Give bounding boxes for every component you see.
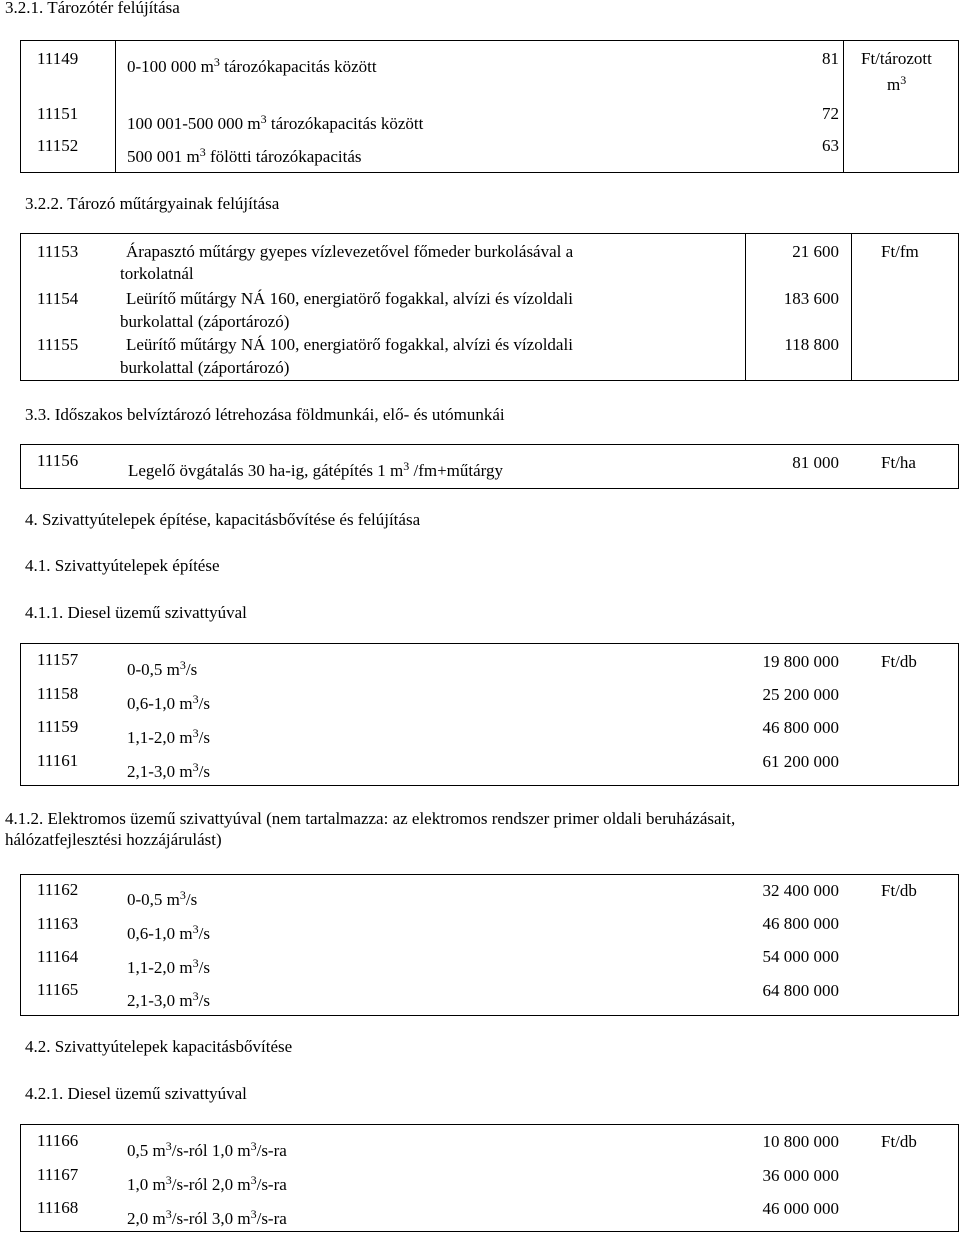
- table-temporary-reservoir: [20, 444, 959, 489]
- table-row-price: 32 400 000: [762, 881, 839, 900]
- heading-4: 4. Szivattyútelepek építése, kapacitásbővítése és felújítása: [25, 510, 421, 529]
- table-row-price: 61 200 000: [762, 752, 839, 771]
- table-row-desc: 1,1-2,0 $m^3/s$: [127, 726, 210, 747]
- table-row-desc: burkolattal (záportározó): [120, 358, 290, 377]
- table-row-code: 11155: [37, 335, 79, 354]
- table-row-price: 46 000 000: [762, 1199, 839, 1218]
- table-row-desc: 0,6-1,0 $m^3/s$: [127, 922, 210, 943]
- table-row-code: 11153: [37, 242, 79, 261]
- table-row-desc: 1,0 $m^3/s$-ról 2,0 $m^3/s-ra$: [127, 1173, 287, 1194]
- heading-4-1: 4.1. Szivattyútelepek építése: [25, 556, 220, 575]
- table-row-desc: Árapasztó műtárgy gyepes vízlevezetővel főmeder burkolásával a: [126, 242, 574, 261]
- heading-4-1-2: 4.1.2. Elektromos üzemű szivattyúval (nem tartalmazza: az elektromos rendszer primer oldali beruházásait,: [5, 809, 736, 828]
- table-row-code: 11164: [37, 947, 79, 966]
- table-row-price: 81: [822, 49, 839, 68]
- table-capacity-expansion: [20, 1124, 959, 1232]
- heading-4-1-2-continued: hálózatfejlesztési hozzájárulást): [5, 830, 222, 849]
- table-row-code: 11152: [37, 136, 79, 155]
- unit-label: Ft/tározott: [861, 49, 932, 68]
- table-row-desc: Legelő övgátalás 30 ha-ig, gátépítés 1 $m^3$ /fm+műtárgy: [128, 459, 504, 480]
- table-row-desc: 500 001 $m^3$ fölötti tározókapacitás: [127, 145, 362, 166]
- table-row-code: 11158: [37, 684, 79, 703]
- table-row-code: 11156: [37, 451, 79, 470]
- table-row-code: 11151: [37, 104, 79, 123]
- table-row-code: 11162: [37, 880, 79, 899]
- table-row-price: 54 000 000: [762, 947, 839, 966]
- unit-label: $m^3$: [887, 73, 907, 94]
- table-row-price: 46 800 000: [762, 914, 839, 933]
- table-row-code: 11163: [37, 914, 79, 933]
- heading-4-2: 4.2. Szivattyútelepek kapacitásbővítése: [25, 1037, 293, 1056]
- table-row-price: 72: [822, 104, 839, 123]
- table-row-code: 11154: [37, 289, 79, 308]
- table-diesel-pump-stations: [20, 643, 959, 786]
- unit-label: Ft/ha: [881, 453, 916, 472]
- table-reservoir-structures: [20, 233, 959, 381]
- unit-label: Ft/db: [881, 1132, 917, 1151]
- table-row-desc: 100 001-500 000 $m^3$ tározókapacitás között: [127, 112, 424, 133]
- table-row-price: 19 800 000: [762, 652, 839, 671]
- table-row-price: 183 600: [783, 289, 839, 308]
- table-row-desc: Leürítő műtárgy NÁ 100, energiatörő fogakkal, alvízi és vízoldali: [126, 335, 573, 354]
- table-row-code: 11157: [37, 650, 79, 669]
- unit-label: Ft/db: [881, 652, 917, 671]
- table-row-code: 11161: [37, 751, 79, 770]
- table-row-desc: 0,5 $m^3/s$-ról 1,0 $m^3/s-ra$: [127, 1139, 287, 1160]
- table-row-price: 10 800 000: [762, 1132, 839, 1151]
- table-row-price: 46 800 000: [762, 718, 839, 737]
- table-row-desc: 2,1-3,0 $m^3/s$: [127, 989, 210, 1010]
- table-row-desc: 2,1-3,0 $m^3/s$: [127, 760, 210, 781]
- table-row-price: 25 200 000: [762, 685, 839, 704]
- heading-3-3: 3.3. Időszakos belvíztározó létrehozása földmunkái, elő- és utómunkái: [25, 405, 505, 424]
- unit-label: Ft/fm: [881, 242, 919, 261]
- table-row-price: 118 800: [784, 335, 839, 354]
- table-row-desc: torkolatnál: [120, 264, 194, 283]
- table-electric-pump-stations: [20, 874, 959, 1016]
- table-row-desc: burkolattal (záportározó): [120, 312, 290, 331]
- table-row-code: 11166: [37, 1131, 79, 1150]
- table-row-desc: 0-100 000 $m^3$ tározókapacitás között: [127, 55, 377, 76]
- heading-4-2-1: 4.2.1. Diesel üzemű szivattyúval: [25, 1084, 247, 1103]
- table-row-desc: 2,0 $m^3/s$-ról 3,0 $m^3/s-ra$: [127, 1207, 287, 1228]
- table-row-price: 21 600: [792, 242, 839, 261]
- table-row-code: 11165: [37, 980, 79, 999]
- table-row-desc: Leürítő műtárgy NÁ 160, energiatörő fogakkal, alvízi és vízoldali: [126, 289, 573, 308]
- table-row-desc: 1,1-2,0 $m^3/s$: [127, 956, 210, 977]
- table-row-code: 11149: [37, 49, 79, 68]
- table-row-code: 11167: [37, 1165, 79, 1184]
- heading-3-2-2: 3.2.2. Tározó műtárgyainak felújítása: [25, 194, 280, 213]
- table-row-code: 11168: [37, 1198, 79, 1217]
- table-row-desc: 0-0,5 $m^3/s$: [127, 888, 198, 909]
- unit-label: Ft/db: [881, 881, 917, 900]
- table-row-desc: 0-0,5 $m^3/s$: [127, 658, 198, 679]
- heading-4-1-1: 4.1.1. Diesel üzemű szivattyúval: [25, 603, 247, 622]
- table-row-code: 11159: [37, 717, 79, 736]
- table-reservoir-space: [20, 40, 959, 173]
- table-row-price: 64 800 000: [762, 981, 839, 1000]
- table-row-price: 36 000 000: [762, 1166, 839, 1185]
- table-row-price: 63: [822, 136, 839, 155]
- heading-3-2-1: 3.2.1. Tározótér felújítása: [5, 0, 180, 17]
- table-row-desc: 0,6-1,0 $m^3/s$: [127, 692, 210, 713]
- table-row-price: 81 000: [792, 453, 839, 472]
